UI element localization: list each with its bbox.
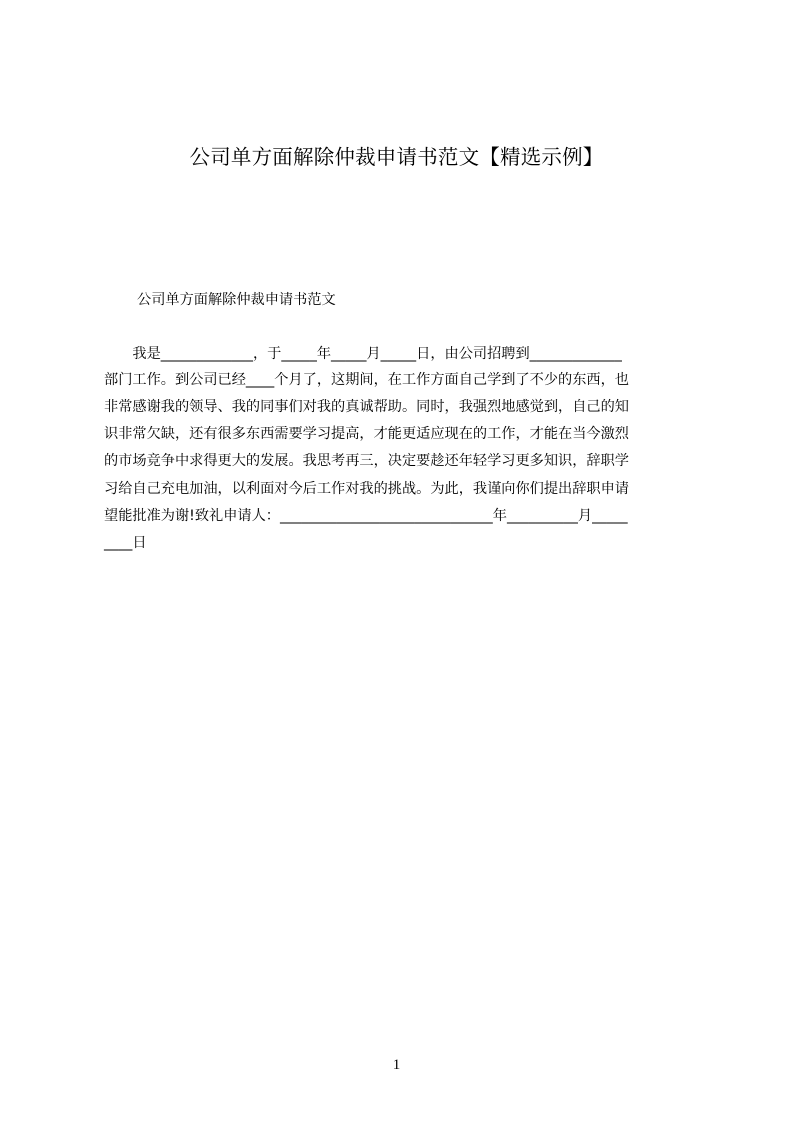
body-line: 的市场竞争中求得更大的发展。我思考再三，决定要趁还年轻学习更多知识，辞职学: [104, 453, 629, 469]
page-number: 1: [392, 1057, 401, 1073]
body-line: ____日: [104, 535, 147, 551]
document-title: 公司单方面解除仲裁申请书范文【精选示例】: [189, 145, 604, 169]
body-line: 识非常欠缺，还有很多东西需要学习提高，才能更适应现在的工作，才能在当今激烈: [104, 426, 629, 442]
document-subheading: 公司单方面解除仲裁申请书范文: [137, 292, 336, 308]
body-line: 部门工作。到公司已经____个月了，这期间，在工作方面自己学到了不少的东西，也: [104, 372, 629, 388]
body-line: 非常感谢我的领导、我的同事们对我的真诚帮助。同时，我强烈地感觉到，自己的知: [104, 399, 629, 415]
body-line: 我是_____________，于_____年_____月_____日，由公司招聘到_____________: [104, 346, 622, 362]
body-line: 望能批准为谢!致礼申请人：______________________________年__________月_____: [104, 508, 628, 524]
body-line: 习给自己充电加油，以利面对今后工作对我的挑战。为此，我谨向你们提出辞职申请: [104, 481, 629, 497]
